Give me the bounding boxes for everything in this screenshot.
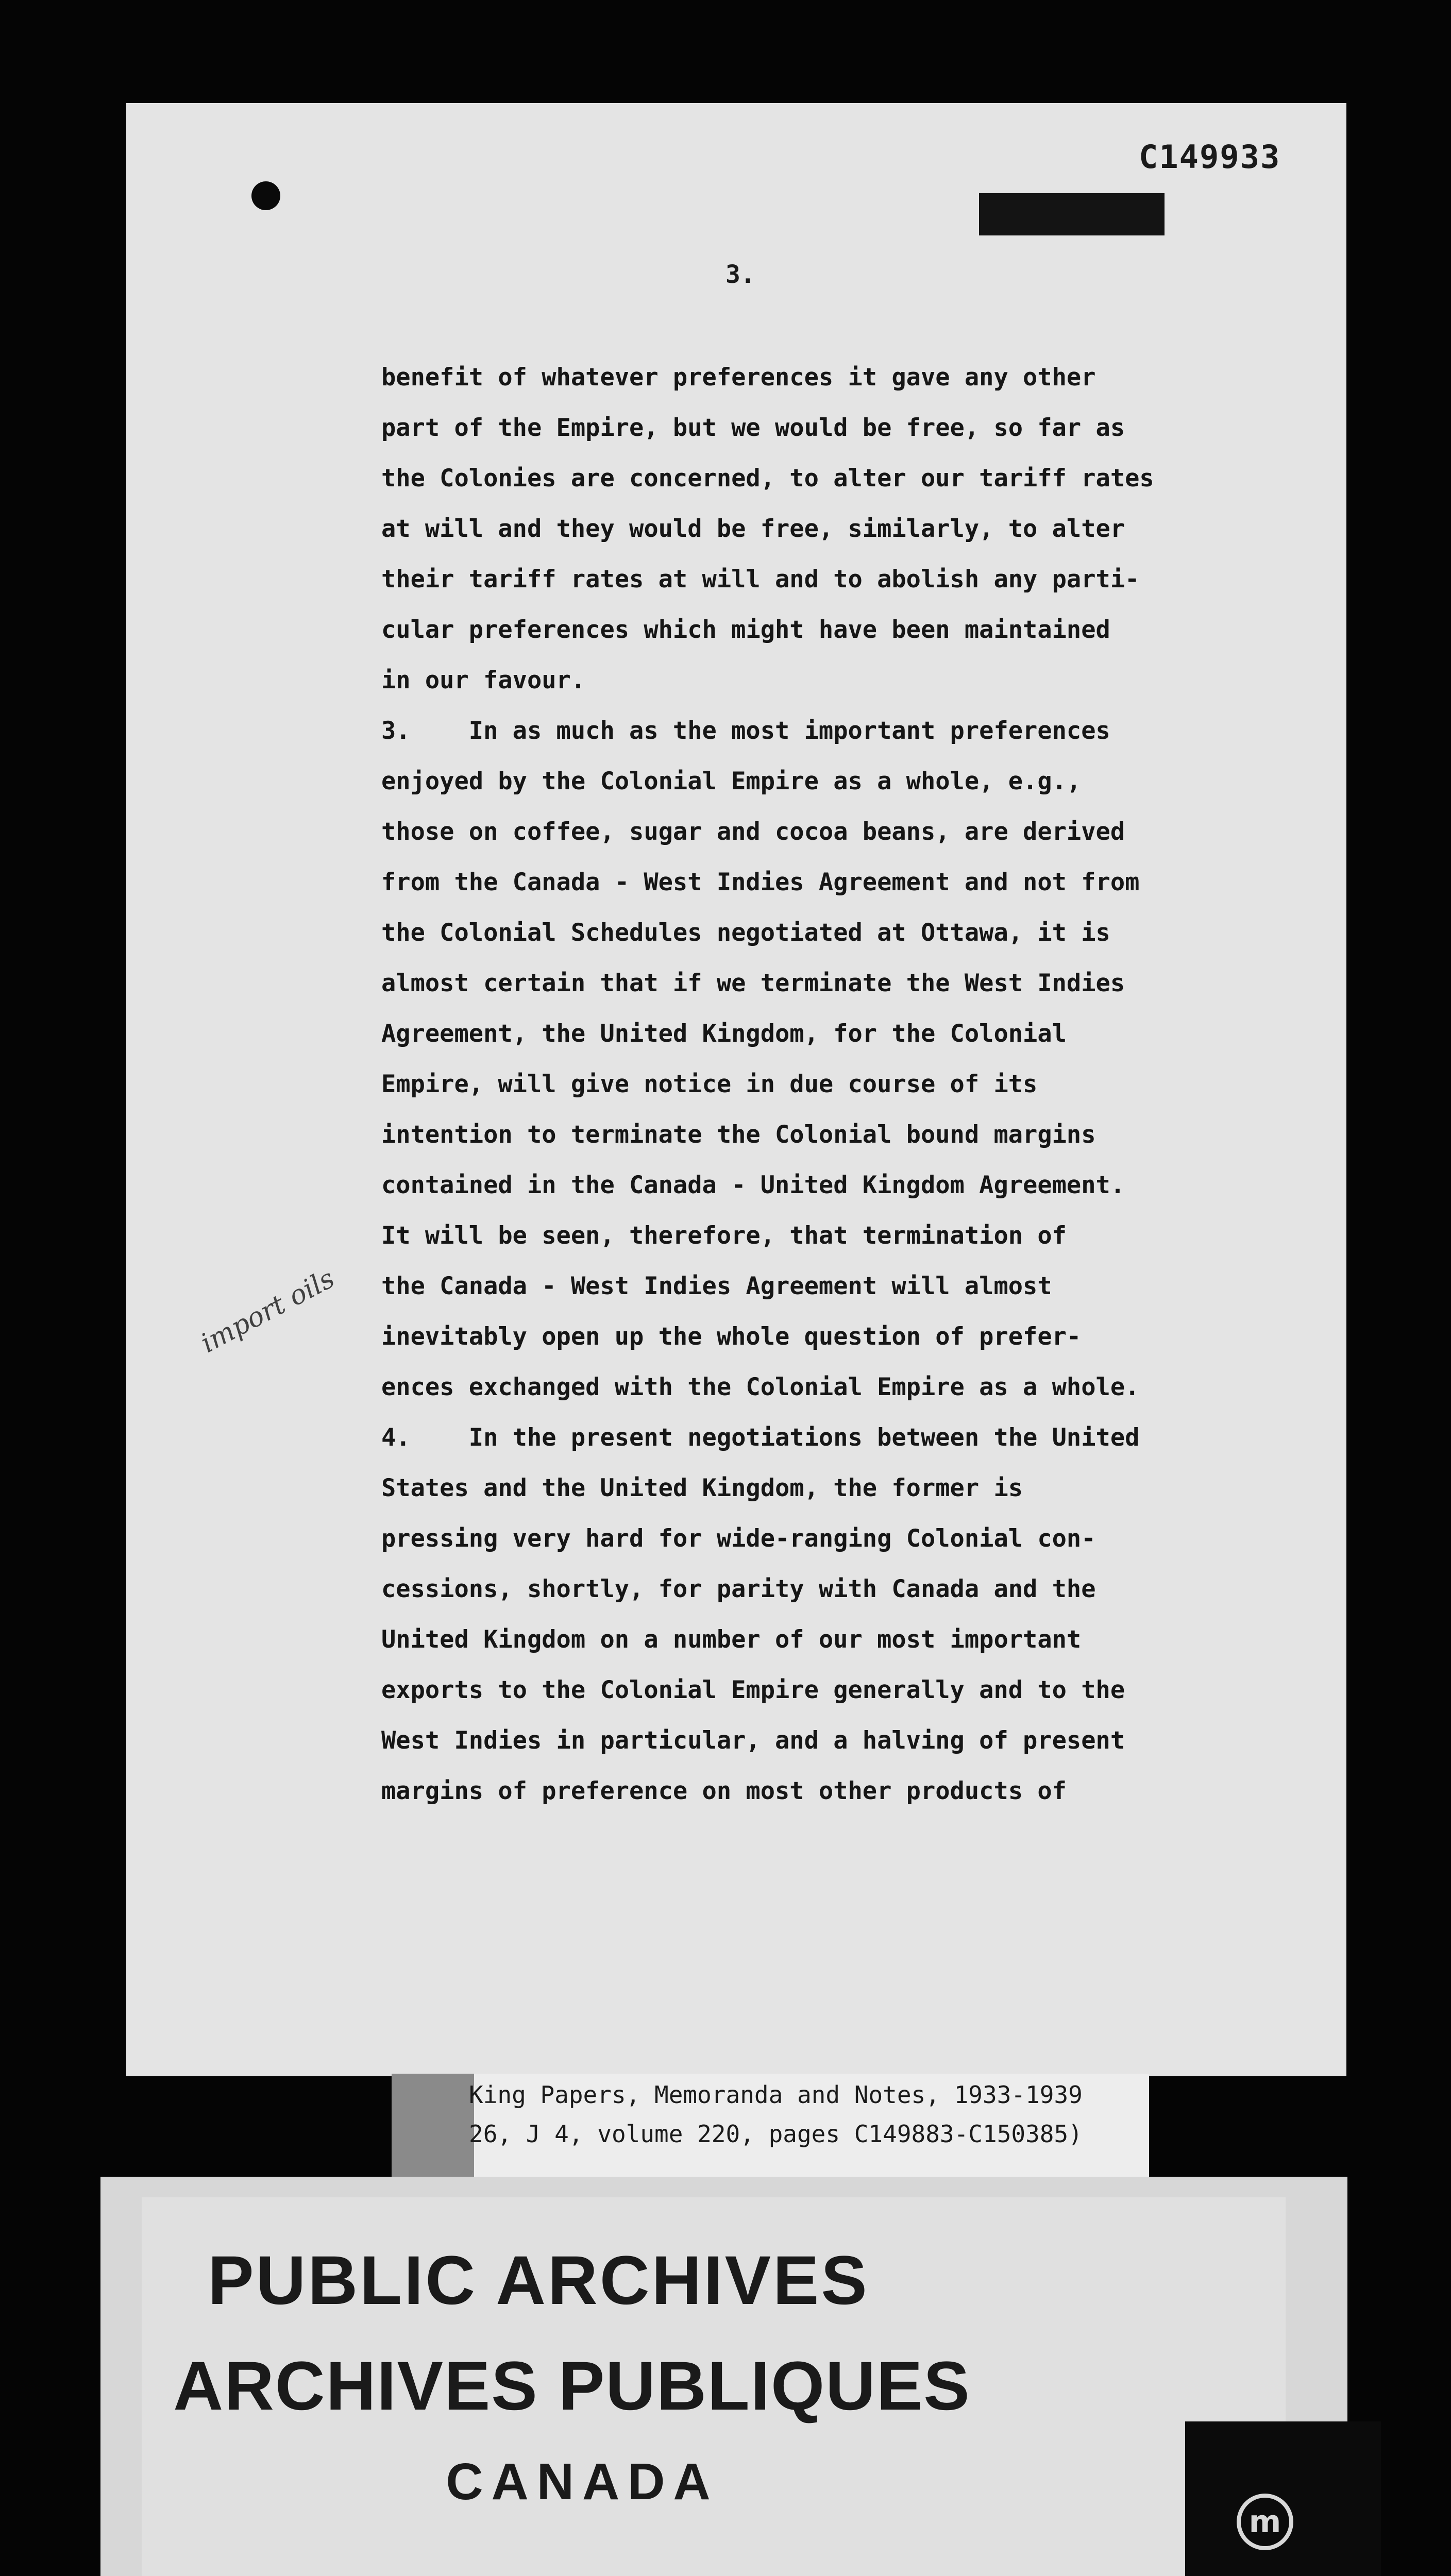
text-line: the Canada - West Indies Agreement will almost <box>381 1272 1052 1300</box>
text-line: margins of preference on most other products of <box>381 1777 1067 1805</box>
text-line: West Indies in particular, and a halving of present <box>381 1726 1125 1755</box>
text-line: the Colonies are concerned, to alter our tariff rates <box>381 464 1154 493</box>
redaction-bar <box>979 193 1165 235</box>
text-line: almost certain that if we terminate the West Indies <box>381 969 1125 997</box>
text-line: enjoyed by the Colonial Empire as a whole, e.g., <box>381 767 1082 795</box>
text-line: contained in the Canada - United Kingdom Agreement. <box>381 1171 1125 1199</box>
archive-title-country: CANADA <box>446 2453 719 2511</box>
text-line: cessions, shortly, for parity with Canada and the <box>381 1575 1096 1603</box>
memo-body <box>381 363 1221 1827</box>
page-number: 3. <box>726 260 755 289</box>
text-line: Agreement, the United Kingdom, for the Colonial <box>381 1020 1067 1048</box>
corner-black-block <box>1185 2421 1381 2576</box>
document-number: C149933 <box>1139 138 1281 176</box>
text-line: their tariff rates at will and to abolish any parti- <box>381 565 1140 594</box>
text-line: pressing very hard for wide-ranging Colonial con- <box>381 1524 1096 1553</box>
reference-line-2: 26, J 4, volume 220, pages C149883-C150385) <box>469 2120 1083 2148</box>
text-line: 4. In the present negotiations between the United <box>381 1423 1140 1452</box>
archive-reference-label <box>392 2074 1149 2179</box>
text-line: United Kingdom on a number of our most important <box>381 1625 1082 1654</box>
text-line: the Colonial Schedules negotiated at Ottawa, it is <box>381 919 1110 947</box>
text-line: It will be seen, therefore, that termination of <box>381 1222 1067 1250</box>
reference-stamp <box>392 2074 474 2179</box>
text-line: intention to terminate the Colonial bound margins <box>381 1121 1096 1149</box>
archive-title-english: PUBLIC ARCHIVES <box>208 2242 869 2319</box>
text-line: inevitably open up the whole question of prefer- <box>381 1323 1082 1351</box>
handwritten-annotation: import oils <box>196 1263 340 1359</box>
reference-line-1: King Papers, Memoranda and Notes, 1933-1939 <box>469 2081 1083 2109</box>
text-line: in our favour. <box>381 666 586 694</box>
text-line: ences exchanged with the Colonial Empire as a whole. <box>381 1373 1140 1401</box>
text-line: Empire, will give notice in due course of its <box>381 1070 1038 1098</box>
text-line: States and the United Kingdom, the former is <box>381 1474 1023 1502</box>
punch-hole <box>251 181 280 210</box>
text-line: from the Canada - West Indies Agreement and not from <box>381 868 1140 896</box>
text-line: 3. In as much as the most important preferences <box>381 717 1110 745</box>
text-line: at will and they would be free, similarly, to alter <box>381 515 1125 543</box>
text-line: those on coffee, sugar and cocoa beans, are derived <box>381 818 1125 846</box>
text-line: cular preferences which might have been maintained <box>381 616 1110 644</box>
text-line: exports to the Colonial Empire generally and to the <box>381 1676 1125 1704</box>
text-line: benefit of whatever preferences it gave any other <box>381 363 1096 392</box>
archives-logo-icon: m <box>1237 2494 1293 2550</box>
text-line: part of the Empire, but we would be free, so far as <box>381 414 1125 442</box>
archive-title-french: ARCHIVES PUBLIQUES <box>173 2348 971 2425</box>
